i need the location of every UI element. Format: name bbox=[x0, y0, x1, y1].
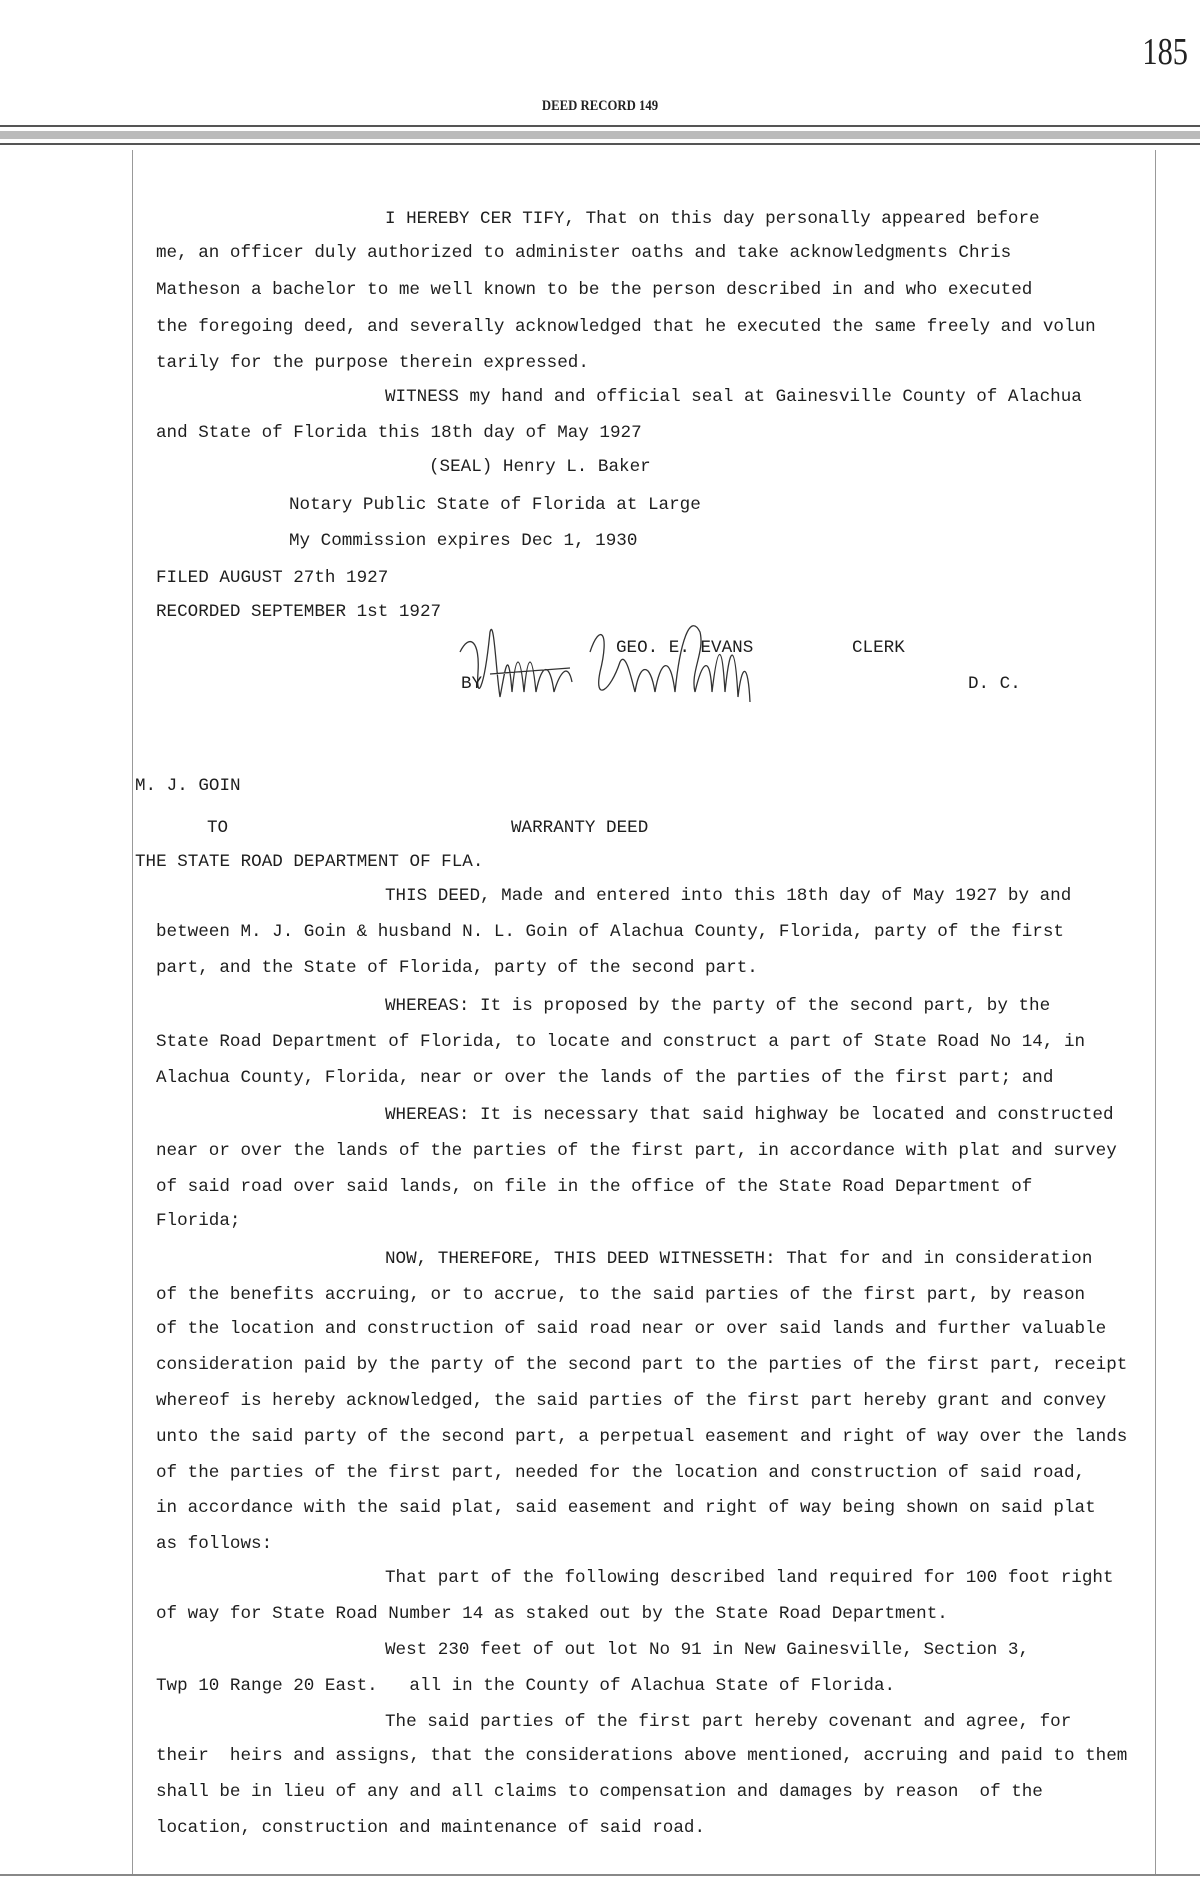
page-number: 185 bbox=[1142, 31, 1188, 73]
header-rule-top bbox=[0, 125, 1200, 127]
text-line: BY bbox=[461, 674, 483, 694]
text-line: unto the said party of the second part, a perpetual easement and right of way over the lands bbox=[156, 1427, 1128, 1447]
text-line: Twp 10 Range 20 East. all in the County of Alachua State of Florida. bbox=[156, 1676, 896, 1696]
header-rule-bottom bbox=[0, 143, 1200, 145]
text-line: as follows: bbox=[156, 1534, 273, 1554]
text-line: THE STATE ROAD DEPARTMENT OF FLA. bbox=[135, 852, 484, 872]
text-line: between M. J. Goin & husband N. L. Goin of Alachua County, Florida, party of the first bbox=[156, 922, 1064, 942]
text-line: WHEREAS: It is necessary that said highway be located and constructed bbox=[385, 1105, 1114, 1125]
text-line: Notary Public State of Florida at Large bbox=[289, 495, 701, 515]
text-line: tarily for the purpose therein expressed. bbox=[156, 353, 589, 373]
text-line: of the benefits accruing, or to accrue, to the said parties of the first part, by reason bbox=[156, 1285, 1086, 1305]
text-line: me, an officer duly authorized to administer oaths and take acknowledgments Chris bbox=[156, 243, 1012, 263]
text-line: consideration paid by the party of the second part to the parties of the first part, receipt bbox=[156, 1355, 1128, 1375]
header-rule-band bbox=[0, 131, 1200, 139]
handwritten-signature bbox=[450, 612, 850, 712]
text-line: and State of Florida this 18th day of May 1927 bbox=[156, 423, 642, 443]
text-line: CLERK bbox=[852, 638, 905, 658]
left-margin-line bbox=[132, 150, 133, 1876]
text-line: NOW, THEREFORE, THIS DEED WITNESSETH: That for and in consideration bbox=[385, 1249, 1093, 1269]
text-line: (SEAL) Henry L. Baker bbox=[429, 457, 651, 477]
text-line: whereof is hereby acknowledged, the said parties of the first part hereby grant and convey bbox=[156, 1391, 1107, 1411]
text-line: of said road over said lands, on file in the office of the State Road Department of bbox=[156, 1177, 1033, 1197]
text-line: M. J. GOIN bbox=[135, 776, 241, 796]
text-line: D. C. bbox=[968, 674, 1021, 694]
text-line: the foregoing deed, and severally acknowledged that he executed the same freely and volun bbox=[156, 317, 1096, 337]
text-line: I HEREBY CER TIFY, That on this day personally appeared before bbox=[385, 209, 1040, 229]
text-line: TO bbox=[207, 818, 229, 838]
text-line: in accordance with the said plat, said easement and right of way being shown on said plat bbox=[156, 1498, 1096, 1518]
text-line: part, and the State of Florida, party of the second part. bbox=[156, 958, 758, 978]
text-line: State Road Department of Florida, to locate and construct a part of State Road No 14, in bbox=[156, 1032, 1086, 1052]
text-line: WITNESS my hand and official seal at Gainesville County of Alachua bbox=[385, 387, 1082, 407]
text-line: WHEREAS: It is proposed by the party of the second part, by the bbox=[385, 996, 1051, 1016]
text-line: of the location and construction of said road near or over said lands and further valuable bbox=[156, 1319, 1107, 1339]
running-head: DEED RECORD 149 bbox=[541, 98, 659, 114]
text-line: shall be in lieu of any and all claims to compensation and damages by reason of the bbox=[156, 1782, 1043, 1802]
text-line: The said parties of the first part hereby covenant and agree, for bbox=[385, 1712, 1072, 1732]
text-line: That part of the following described land required for 100 foot right bbox=[385, 1568, 1114, 1588]
footer-rule bbox=[0, 1874, 1200, 1876]
text-line: Florida; bbox=[156, 1211, 241, 1231]
text-line: West 230 feet of out lot No 91 in New Gainesville, Section 3, bbox=[385, 1640, 1030, 1660]
text-line: THIS DEED, Made and entered into this 18th day of May 1927 by and bbox=[385, 886, 1072, 906]
text-line: GEO. E. EVANS bbox=[616, 638, 754, 658]
text-line: location, construction and maintenance of said road. bbox=[156, 1818, 706, 1838]
text-line: My Commission expires Dec 1, 1930 bbox=[289, 531, 638, 551]
text-line: Matheson a bachelor to me well known to be the person described in and who executed bbox=[156, 280, 1033, 300]
right-margin-line bbox=[1155, 150, 1156, 1876]
text-line: of way for State Road Number 14 as staked out by the State Road Department. bbox=[156, 1604, 948, 1624]
text-line: FILED AUGUST 27th 1927 bbox=[156, 568, 389, 588]
text-line: RECORDED SEPTEMBER 1st 1927 bbox=[156, 602, 442, 622]
text-line: their heirs and assigns, that the considerations above mentioned, accruing and paid to them bbox=[156, 1746, 1128, 1766]
text-line: WARRANTY DEED bbox=[511, 818, 649, 838]
text-line: of the parties of the first part, needed for the location and construction of said road, bbox=[156, 1463, 1086, 1483]
text-line: near or over the lands of the parties of the first part, in accordance with plat and survey bbox=[156, 1141, 1117, 1161]
text-line: Alachua County, Florida, near or over the lands of the parties of the first part; and bbox=[156, 1068, 1054, 1088]
